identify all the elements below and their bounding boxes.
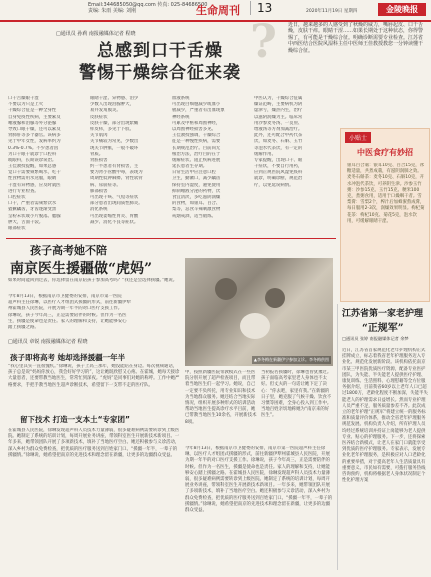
text-line: 日常生活中应注意口腔 bbox=[172, 170, 216, 176]
text-line: 不要以为只是上火 bbox=[8, 102, 44, 108]
text-line: 难，全身心投入到工作中。 bbox=[278, 401, 332, 407]
text-line: 一年多来，她带领团队开展了多项新技术，填补了当地医疗 bbox=[185, 483, 330, 495]
text-line: 人的护理需求日益增长。然而 bbox=[350, 397, 408, 403]
story2-subsection-2 bbox=[8, 428, 180, 570]
text-line: 州霍城县人民医院，开展为期一年半的对口医疗支援工作。 bbox=[8, 306, 123, 312]
text-line: 约一半患者有肾损害，主 bbox=[90, 164, 139, 170]
text-line: 学习的”，这让她既欣慰又心疼。在霍城，她每天接诊大量患者， bbox=[8, 370, 180, 382]
story2-subsection-1 bbox=[8, 364, 180, 402]
text-line: 就诊，明确诊断，规范治 bbox=[254, 176, 303, 182]
text-line: 医养结合新模式，让老人在家 bbox=[342, 441, 400, 447]
text-line: 超声科主任徐琳，以医疗人才组团式援疆的形式，前往新疆伊犁 bbox=[8, 300, 131, 306]
text-line: 为口干眼干就诊于口腔科 bbox=[8, 151, 57, 157]
text-line: 在一些医院分别开展了超声 bbox=[185, 370, 256, 382]
text-line: 关节肌肉 bbox=[90, 133, 108, 139]
text-line: 还要带教当地医生，常常忙到深夜。 bbox=[29, 376, 101, 382]
text-line: 化的重要举措，对于提高老年 bbox=[342, 453, 426, 465]
text-line: 食宜清淡，多吃滋阴润燥 bbox=[172, 195, 221, 200]
text-line: 眼部症状 bbox=[8, 225, 26, 231]
text-line: 也曾犹豫过。孩子面临高考 bbox=[261, 370, 332, 382]
text-line: 护理服务。下一步，还将探索 bbox=[368, 434, 426, 440]
text-line: 干症状，不要自行用药， bbox=[254, 164, 303, 170]
text-line: 皮肤干燥，部分出现紫癜 bbox=[90, 120, 139, 126]
text-line: 州霍城县人民医院，开展为期一年半的对口医疗支援工作。 bbox=[185, 452, 330, 464]
text-line: 在霍城县人民医院，徐琳发现超声科人员技术力量薄弱，很多 bbox=[185, 470, 330, 483]
text-line: 优质的医疗服务送到百姓家门口。 bbox=[220, 495, 287, 501]
text-line: 戒烟戒酒，适当锻炼。 bbox=[172, 213, 216, 219]
text-line: 可累及中枢和周围神经， bbox=[172, 120, 221, 126]
text-line: 理服务。 bbox=[372, 447, 391, 453]
text-line: 消化系统 bbox=[90, 207, 108, 213]
tips-body bbox=[347, 163, 425, 297]
text-line: “我心里其实一直很愧疚。”徐琳说，孩子上高三那年，她没能 bbox=[8, 364, 125, 369]
lead-headline bbox=[50, 40, 270, 84]
text-line: 缓解症状、阻止疾病进展 bbox=[172, 157, 221, 163]
text-line: 此外，还可配合中药代茶 bbox=[254, 133, 303, 139]
text-line: 徐琳说，孩子今年高三，正是需要陪伴的时候。但作为一名医 bbox=[185, 458, 330, 470]
newspaper-logo: 金陵晚报 bbox=[378, 3, 426, 16]
text-line: 眼睛干涩、异物感、泪少 bbox=[90, 96, 139, 101]
text-line: 织开展多种形式的培训活动 bbox=[202, 401, 256, 407]
text-line: 成羹，有滋阴润肺之效。 bbox=[373, 169, 422, 175]
page-header bbox=[0, 0, 431, 22]
text-line: 麦冬石斛茶：麦冬10克、石 bbox=[347, 175, 401, 181]
lead-intro: 近日，越来越多的人感受到了秋燥的威力，嘴唇起皮、口干舌燥，皮肤干痒。眼睛干涩……如果长期处于这种状态，你得警惕了，有可能是干燥综合征。明确诊断需要专业检查。江苏省中西医结合医院风湿科主任中医师王佳教授教您一分钟读懂干燥综合征。 bbox=[288, 22, 424, 54]
text-line: 专家提醒，出现口干、眼 bbox=[254, 157, 303, 163]
text-line: 专家表示，发展专业化老年护 bbox=[342, 447, 426, 459]
text-line: 神经系统 bbox=[172, 114, 190, 120]
text-line: 教当地医生超声诊断技术，希望留下一支带不走的医疗队。 bbox=[38, 382, 153, 388]
text-line: 开展业务讲座，带领科室医生开展新技术新项目。 bbox=[78, 434, 175, 440]
section-name: 生命周刊 bbox=[196, 4, 240, 17]
text-line: 身体状况制定个性化护理方案 bbox=[342, 472, 426, 484]
text-line: 干燥综合征是一种全身性 bbox=[8, 108, 57, 114]
text-line: 竹15克、粳米100克，煮粥 bbox=[347, 187, 420, 200]
text-line: 周期性低钾麻痹、肾性软骨 bbox=[90, 176, 143, 182]
text-line: 目前，她已带教当地医生10 bbox=[185, 407, 256, 419]
lead-headline-line-2: 警惕干燥综合征来袭 bbox=[79, 63, 241, 83]
text-line: 开展业务讲座，带领科室医生开展新技术新项目。 bbox=[185, 477, 330, 489]
text-line: 优质医疗资源，配备专业医护 bbox=[368, 366, 426, 372]
text-line: 空白。她还积极参与义诊活动，深入乡村为群众免费检查，把 bbox=[185, 489, 330, 501]
story2-headline-line-2: 南京医生援疆做“虎妈” bbox=[10, 261, 153, 277]
text-line: 长期规范治疗。目前尚无 bbox=[172, 145, 221, 151]
text-line: 银耳百合羹：银耳10克、百 bbox=[347, 163, 401, 168]
story2-body bbox=[8, 294, 180, 334]
text-line: 程度不断加深，失能半失能老 bbox=[342, 391, 428, 403]
text-line: 生，援疆是使命也是责任。家人的理解和支持，让她能够安心 bbox=[185, 464, 330, 476]
text-line: 燥证范畴，主要病机为阴 bbox=[254, 102, 303, 108]
text-line: 质量参差不齐。 bbox=[381, 403, 413, 409]
story2-continuation bbox=[185, 446, 333, 570]
text-line: 疑难病例需要转诊到上级医院。她制定了系统的培训计划，每周 bbox=[8, 428, 180, 440]
text-line: 气候干燥、饮食不习惯等困 bbox=[261, 394, 332, 407]
text-line: 空白。她还积极参与义诊活动，深入乡村为群众免费检查，把 bbox=[8, 440, 180, 452]
text-line: 口干，严重者需频繁饮水 bbox=[8, 201, 57, 207]
text-line: 沙参玉竹粥：沙参15克、玉 bbox=[347, 181, 422, 193]
text-line: 卫生，勤漱口，减少龋齿 bbox=[172, 176, 221, 182]
text-line: 口腔症状 bbox=[8, 195, 26, 200]
text-line: 帮助当地医生提高诊疗水平 bbox=[185, 407, 238, 413]
text-line: 家里老人身体也不太好。但 bbox=[261, 376, 327, 388]
text-line: 血液系统 bbox=[172, 96, 190, 101]
text-line: 王佳教授强调，干燥综合 bbox=[172, 133, 221, 139]
story2-column-b bbox=[261, 370, 333, 440]
text-line: 徐琳说，孩子今年高三，正是需要陪伴的时候。但作为一名医 bbox=[8, 312, 127, 318]
text-line: 员均经过系统培训并持证上岗 bbox=[342, 422, 426, 434]
text-line: 易并发角膜炎。 bbox=[90, 108, 121, 114]
text-line: 部分患者出现间质性肺炎。 bbox=[90, 201, 143, 207]
story2-photo bbox=[185, 258, 333, 366]
text-line: 进行专业检查。 bbox=[8, 188, 39, 194]
text-line: “虎妈”是同事们对她的称呼。工作中她严格要求，手把手 bbox=[8, 376, 180, 388]
text-line: 当地百姓亲切地称她为“南 bbox=[261, 407, 312, 413]
tips-tag: 小贴士 bbox=[345, 132, 371, 143]
tips-box bbox=[340, 128, 430, 302]
text-line: 可养阴生津。 bbox=[377, 181, 405, 187]
text-line: “援疆一年半，一辈子的援疆情。”徐琳说，她希望把南京的 bbox=[8, 446, 178, 458]
text-line: 可出现干咳、气短等症状 bbox=[90, 195, 139, 200]
text-line: 中医认为，干燥综合征属 bbox=[254, 96, 303, 101]
text-line: 据介绍，目前我省60岁以上老 bbox=[346, 385, 405, 391]
text-line: 心：“你去吧，家里有我。” bbox=[261, 388, 312, 394]
text-line: 团队，为失能、半失能老人提 bbox=[342, 372, 400, 378]
text-line: 将建立统一的服务标准和质量 bbox=[342, 410, 426, 422]
text-line: 以滋阴润燥为主。临床常 bbox=[254, 114, 303, 120]
text-line: 理服务，是积极应对人口老龄 bbox=[363, 453, 422, 459]
text-line: 根治方法，治疗目的在于 bbox=[172, 151, 221, 157]
text-line: 可出现白细胞减少或血小 bbox=[172, 102, 221, 108]
text-line: 中，按照新疆医院带教模式 bbox=[185, 370, 238, 375]
text-line: 着我省老年护理服务迈入专业 bbox=[342, 354, 426, 366]
contact-line-2: 责编: 朱雨 美编: 刘刚 bbox=[88, 8, 137, 14]
text-line: 觉口干需要频繁喝水，吃干 bbox=[8, 170, 61, 176]
text-line: 今年8月13日，根据南京市卫健委的安排，南京市第一医院 bbox=[185, 446, 299, 451]
text-line: 今年8月13日，根据南京市卫健委的安排，南京市第一医院 bbox=[8, 294, 122, 299]
text-line: 护理机构正式挂牌成立，标志 bbox=[342, 348, 426, 360]
text-line: 加蜂蜜熬成膏，每日服用 bbox=[347, 200, 425, 212]
lead-column-4 bbox=[254, 96, 334, 236]
text-line: 少数人出现泪腺肿大， bbox=[90, 102, 134, 108]
text-line: 照料、心理慰藉等全方位服务 bbox=[342, 379, 426, 391]
story2-subhead-1: 孩子即将高考 她却选择援疆一年半 bbox=[10, 353, 126, 362]
text-line: 病、尿崩症等。 bbox=[90, 182, 121, 188]
text-line: 食用，适用于口燥咽干者。 bbox=[364, 194, 418, 200]
text-line: 延长患者生存期。 bbox=[172, 164, 208, 170]
issue-date: 2020年11月19日 星期四 bbox=[306, 9, 358, 14]
text-line: 唾液腺和泪腺等外分泌腺 bbox=[8, 120, 57, 126]
text-line: 的食物，如银耳、百合、 bbox=[172, 201, 221, 207]
text-line: 陪在身边。每次视频通话，孩子总是说“妈妈你放心，我会好好 bbox=[8, 364, 178, 376]
photo-person bbox=[215, 278, 237, 300]
text-line: 性食物需用水送服，眼睛 bbox=[8, 176, 57, 182]
text-line: 评价体系，推动全省老年护理 bbox=[359, 416, 417, 422]
story3-body bbox=[342, 348, 428, 572]
text-line: 京来的好医生”。 bbox=[261, 407, 330, 419]
text-line: 她还结合当地实际情况，组 bbox=[185, 394, 256, 407]
text-line: 征是一种慢性疾病，需要 bbox=[172, 139, 221, 145]
text-line: 服务规范发展。 bbox=[342, 416, 426, 428]
text-line: 年人口已超过1800万，老龄化 bbox=[342, 385, 427, 397]
text-line: 识和技术为当地群众服务。 bbox=[185, 388, 256, 400]
text-line: 或眼科，长期误诊误治。 bbox=[8, 157, 57, 163]
page-number: 13 bbox=[250, 1, 272, 15]
text-line: 先进技术和理念留在新疆，让更多的边疆群众受益。 bbox=[185, 501, 330, 514]
text-line: 肾肺肝等多个器官。该病多 bbox=[8, 133, 61, 139]
text-line: 等泡水代茶饮，有一定的 bbox=[254, 145, 303, 151]
text-line: 肺部损害 bbox=[90, 188, 108, 194]
text-line: 应到正规医院风湿免疫科 bbox=[254, 170, 303, 176]
text-line: 保持室内湿度，避免使用 bbox=[172, 182, 221, 188]
contact-info bbox=[88, 2, 207, 14]
story2-subhead-2: 留下技术 打造一支本土“专家团” bbox=[20, 415, 130, 424]
text-line: 以周围神经损害多见。 bbox=[172, 126, 216, 132]
photo-person bbox=[265, 288, 285, 308]
text-line: 余名，开展新技术8项。 bbox=[185, 413, 257, 425]
text-line: 该机构依托南京市某三甲医院 bbox=[342, 360, 426, 372]
lead-byline: □通讯员 孙莉 南报融媒体记者 程晓 bbox=[56, 31, 136, 37]
story2-column-a bbox=[185, 370, 257, 440]
text-line: 超声科主任徐琳，以医疗人才组团式援疆的形式，前往新疆伊犁 bbox=[185, 446, 326, 458]
text-line: 一定要不负所托，用专业知 bbox=[185, 388, 238, 394]
text-line: 肿大，舌面干裂。 bbox=[8, 219, 44, 225]
contact-line-1: Email:344685050@qq.com 传真: 025-84686500 bbox=[88, 2, 208, 8]
text-line: 机构负责人介绍，所有护理人 bbox=[363, 422, 422, 428]
text-line: 市民如有需要，可拨打服务热 bbox=[363, 465, 422, 471]
text-line: 增液汤等方剂加减治疗。 bbox=[254, 126, 303, 132]
text-line: 缓解作用。 bbox=[254, 151, 276, 157]
story2-headline-line-1: 孩子高考她不陪 bbox=[30, 244, 107, 257]
text-line: 专业护理人员严重不足，服务 bbox=[342, 397, 426, 409]
text-line: 踏上援疆之路。 bbox=[198, 470, 229, 476]
text-line: 眼睛干涩。 bbox=[368, 218, 391, 224]
text-line: 生，援疆是使命也是责任。家人的理解和支持，让她能够安心 bbox=[8, 318, 127, 324]
text-line: 先进技术和理念留在新疆，让更多的边疆群众受益。 bbox=[73, 452, 175, 458]
text-line: 可出现萎缩性胃炎、胃酸 bbox=[90, 213, 139, 219]
text-line: 生们一起学习。她说，自己 bbox=[202, 382, 256, 388]
text-line: 样皮疹，多见于下肢。 bbox=[90, 126, 134, 132]
text-line: 呈粉末状或小片脱落。腮腺 bbox=[8, 213, 61, 219]
text-line: 此次成立的老年护理“正规军” bbox=[342, 403, 426, 416]
text-line: 一年多来，她带领团队开展了多项新技术，填补了当地医疗 bbox=[8, 434, 180, 446]
text-line: 梨等，忌食辛辣刺激食物 bbox=[172, 207, 221, 213]
text-line: 疗，以免延误病情。 bbox=[254, 182, 294, 188]
text-line: 化、规范化发展新阶段。 bbox=[346, 360, 395, 366]
text-line: 骨质。 bbox=[90, 151, 104, 157]
text-line: 优质的医疗服务送到百姓家门口。 bbox=[65, 446, 131, 452]
text-line: 虚津亏，燥热内生，治疗 bbox=[254, 108, 303, 114]
text-line: 2-3次，润燥效果明显。 bbox=[364, 206, 412, 212]
text-line: 雪梨膏：雪梨2个，榨汁后 bbox=[347, 194, 422, 206]
text-line: 关节痛较为常见，少数出 bbox=[90, 139, 139, 145]
lead-column-1 bbox=[8, 96, 84, 236]
text-line: 抑制唾液分泌的药物，饮 bbox=[172, 188, 221, 194]
text-line: 门口就能享受到优质的医疗护 bbox=[342, 441, 426, 453]
text-line: 减少、消化不良等症状。 bbox=[90, 219, 139, 225]
lead-headline-line-1: 总感到口干舌燥 bbox=[97, 41, 223, 61]
text-line: 近日，江苏省首家规范化老年 bbox=[342, 348, 400, 353]
text-line: 花5克，泡水饮用，可缓解 bbox=[347, 212, 417, 224]
text-line: 猖獗龋齿，牙齿逐渐变黑 bbox=[8, 207, 57, 213]
text-line: 丈夫的一句话让她下定了决 bbox=[274, 382, 327, 388]
text-line: 现关节肿胀，一般不破坏 bbox=[90, 145, 139, 151]
text-line: 供医疗护理、康复训练、生活 bbox=[342, 372, 426, 385]
text-line: 饮，如麦冬、石斛、玉竹 bbox=[254, 139, 303, 145]
photo-white-coat bbox=[240, 313, 270, 339]
lead-column-3 bbox=[172, 96, 248, 236]
tips-title: 中医食疗有妙招 bbox=[357, 148, 413, 157]
text-line: 合15克，冰糖适量，共煮 bbox=[347, 163, 425, 175]
text-line: 要为肾小管酸中毒，表现为 bbox=[90, 170, 143, 176]
text-line: 导致口眼干燥，还可以累及 bbox=[8, 126, 61, 132]
text-line: 疑难病例需要转诊到上级医院。她制定了系统的培训计划，每周 bbox=[202, 477, 326, 483]
text-line: 肾脏损害 bbox=[90, 157, 108, 163]
column-rule bbox=[337, 304, 338, 570]
text-line: 口干舌燥眼干涩 bbox=[8, 96, 39, 101]
text-line: 枸杞菊花茶：枸杞10克、菊 bbox=[347, 206, 425, 218]
text-line: 干涩有异物感，应及时就医 bbox=[8, 182, 61, 188]
text-line: 能够为老人提供专业、贴心的 bbox=[342, 428, 426, 440]
section-divider bbox=[6, 238, 336, 239]
photo-caption: ▲李冬梅在新疆伊宁参加义诊。李冬梅供图 bbox=[253, 357, 329, 362]
text-line: 在霍城县人民医院，徐琳发现超声科人员技术力量薄弱，很多 bbox=[8, 428, 127, 433]
story3-headline-line-1: 江苏省第一家老护理 bbox=[342, 309, 424, 319]
text-line: 用沙参麦冬汤、一贯煎、 bbox=[254, 120, 303, 126]
text-line: “援疆一年半，一辈子的援疆情。”徐琳说，她希望把南京的 bbox=[185, 495, 333, 507]
text-line: 当初报名援疆时，徐琳 bbox=[261, 370, 305, 375]
text-line: 自身免疫性疾病，主要累及 bbox=[8, 114, 61, 120]
text-line: 线咨询预约，机构将根据老人 bbox=[342, 465, 426, 478]
text-line: 检查项目，而且带着当地医 bbox=[185, 376, 256, 388]
text-line: 踏上援疆之路。 bbox=[8, 324, 39, 330]
text-line: 0.3%-0.7%。不少患者因 bbox=[8, 145, 59, 151]
text-line: 在新疆的日子里，她克服了 bbox=[261, 388, 330, 400]
text-line: 见于中年女性，发病率约为 bbox=[8, 139, 61, 145]
text-line: 皮肤症状 bbox=[90, 114, 108, 120]
story2-byline: □通讯员 章锐 南报融媒体记者 程晓 bbox=[8, 339, 88, 345]
text-line: 斛10克，开水冲泡代茶饮， bbox=[347, 175, 425, 187]
question-mark-graphic: ? bbox=[250, 14, 277, 68]
story2-deck: 如果时间能回到过去，你选择留在南京陪孩子参加高考吗？“我还是会选择援疆。”她说。 bbox=[8, 278, 178, 283]
text-line: 王佳教授提醒，如果总感 bbox=[8, 164, 57, 170]
text-line: 板减少，严重者有出血现象 bbox=[172, 108, 225, 114]
story3-byline: □通讯员 张婷 南报融媒体记者 余梦 bbox=[342, 336, 409, 341]
lead-column-2 bbox=[90, 96, 166, 236]
text-line: 人生活质量具有重要意义。 bbox=[342, 459, 426, 471]
story3-headline-line-2: “正规军” bbox=[362, 323, 404, 334]
